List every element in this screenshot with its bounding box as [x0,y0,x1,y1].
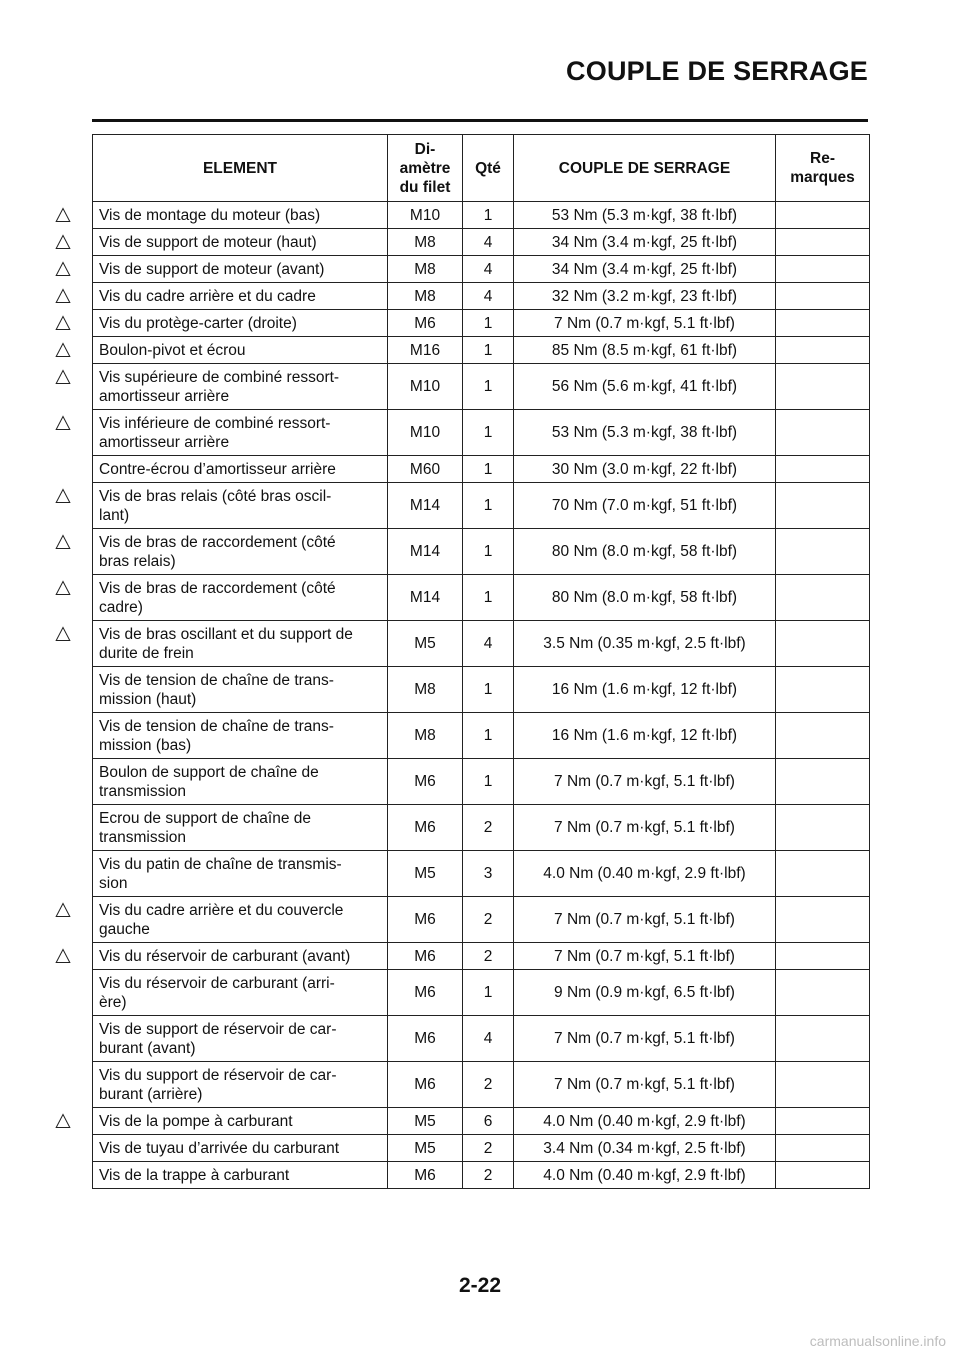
thread-diameter-cell: M10 [388,410,463,456]
header-remarks: Re- marques [776,135,870,202]
torque-cell: 9 Nm (0.9 m·kgf, 6.5 ft·lbf) [514,970,776,1016]
table-row [93,1062,870,1108]
torque-cell: 80 Nm (8.0 m·kgf, 58 ft·lbf) [514,575,776,621]
element-label: Vis du réservoir de carburant (avant) [99,947,351,965]
remarks-cell [776,1108,870,1135]
element-label: Vis supérieure de combiné ressort- [99,368,340,386]
quantity-cell: 1 [463,410,514,456]
quantity-cell: 1 [463,456,514,483]
quantity-cell: 4 [463,256,514,283]
element-label: cadre) [99,598,143,616]
thread-diameter-cell: M6 [388,970,463,1016]
table-row [93,943,870,970]
element-cell [93,851,388,897]
element-cell [93,575,388,621]
torque-cell: 53 Nm (5.3 m·kgf, 38 ft·lbf) [514,410,776,456]
table-row [93,805,870,851]
header-qty: Qté [463,135,514,202]
table-row [93,364,870,410]
element-cell [93,1135,388,1162]
thread-diameter-cell: M8 [388,283,463,310]
remarks-cell [776,575,870,621]
element-cell [93,456,388,483]
triangle-warning-icon [55,948,71,964]
torque-cell: 70 Nm (7.0 m·kgf, 51 ft·lbf) [514,483,776,529]
quantity-cell: 1 [463,202,514,229]
remarks-cell [776,943,870,970]
thread-diameter-cell: M5 [388,851,463,897]
quantity-cell: 1 [463,970,514,1016]
element-cell [93,759,388,805]
triangle-warning-icon [55,288,71,304]
element-cell [93,202,388,229]
page-number: 2-22 [458,1274,502,1297]
element-cell [93,229,388,256]
remarks-cell [776,529,870,575]
element-label: mission (bas) [99,736,192,754]
table-body [93,202,870,1189]
table-row [93,229,870,256]
remarks-cell [776,759,870,805]
remarks-cell [776,1135,870,1162]
table-row [93,202,870,229]
torque-cell: 7 Nm (0.7 m·kgf, 5.1 ft·lbf) [514,310,776,337]
element-label: Vis du protège-carter (droite) [99,314,297,332]
triangle-warning-icon [55,315,71,331]
thread-diameter-cell: M10 [388,364,463,410]
element-cell [93,943,388,970]
remarks-cell [776,667,870,713]
element-cell [93,256,388,283]
table-row [93,529,870,575]
torque-cell: 80 Nm (8.0 m·kgf, 58 ft·lbf) [514,529,776,575]
triangle-warning-icon [55,902,71,918]
triangle-warning-icon [55,415,71,431]
element-label: Vis du support de réservoir de car- [99,1066,337,1084]
triangle-warning-icon [55,234,71,250]
table-row [93,337,870,364]
element-cell [93,621,388,667]
table-row [93,575,870,621]
remarks-cell [776,364,870,410]
triangle-warning-icon [55,1113,71,1129]
header-torque: COUPLE DE SERRAGE [514,135,776,202]
thread-diameter-cell: M6 [388,943,463,970]
element-label: Vis de support de moteur (avant) [99,260,325,278]
thread-diameter-cell: M6 [388,1062,463,1108]
quantity-cell: 4 [463,1016,514,1062]
thread-diameter-cell: M10 [388,202,463,229]
element-label: Vis du patin de chaîne de transmis- [99,855,342,873]
header-diameter: Di- amètre du filet [388,135,463,202]
table-row [93,256,870,283]
quantity-cell: 3 [463,851,514,897]
torque-cell: 85 Nm (8.5 m·kgf, 61 ft·lbf) [514,337,776,364]
quantity-cell: 1 [463,310,514,337]
element-cell [93,410,388,456]
torque-cell: 16 Nm (1.6 m·kgf, 12 ft·lbf) [514,713,776,759]
torque-cell: 32 Nm (3.2 m·kgf, 23 ft·lbf) [514,283,776,310]
header-element: ELEMENT [93,135,388,202]
triangle-warning-icon [55,369,71,385]
remarks-cell [776,456,870,483]
table-row [93,851,870,897]
quantity-cell: 2 [463,1062,514,1108]
table-row [93,483,870,529]
element-cell [93,1062,388,1108]
element-cell [93,529,388,575]
torque-cell: 3.4 Nm (0.34 m·kgf, 2.5 ft·lbf) [514,1135,776,1162]
triangle-warning-icon [55,534,71,550]
element-label: Vis inférieure de combiné ressort- [99,414,331,432]
thread-diameter-cell: M8 [388,229,463,256]
element-cell [93,897,388,943]
element-label: Vis de tension de chaîne de trans- [99,717,334,735]
triangle-warning-icon [55,342,71,358]
remarks-cell [776,483,870,529]
thread-diameter-cell: M8 [388,713,463,759]
thread-diameter-cell: M5 [388,1108,463,1135]
element-label: Contre-écrou d’amortisseur arrière [99,460,336,478]
thread-diameter-cell: M6 [388,759,463,805]
element-label: bras relais) [99,552,176,570]
element-label: Vis de la pompe à carburant [99,1112,293,1130]
remarks-cell [776,202,870,229]
torque-cell: 53 Nm (5.3 m·kgf, 38 ft·lbf) [514,202,776,229]
table-row [93,713,870,759]
table-row [93,1108,870,1135]
table-row [93,310,870,337]
element-label: burant (arrière) [99,1085,203,1103]
table-row [93,897,870,943]
table-row [93,621,870,667]
torque-cell: 34 Nm (3.4 m·kgf, 25 ft·lbf) [514,256,776,283]
element-label: Vis de la trappe à carburant [99,1166,290,1184]
element-label: Vis du réservoir de carburant (arri- [99,974,335,992]
quantity-cell: 1 [463,667,514,713]
element-label: Vis de support de réservoir de car- [99,1020,337,1038]
title-divider [92,119,868,122]
page-title: COUPLE DE SERRAGE [566,56,868,86]
thread-diameter-cell: M14 [388,575,463,621]
remarks-cell [776,805,870,851]
element-label: Vis de bras de raccordement (côté [99,533,336,551]
quantity-cell: 6 [463,1108,514,1135]
element-label: burant (avant) [99,1039,196,1057]
element-label: durite de frein [99,644,194,662]
element-cell [93,1162,388,1189]
torque-cell: 56 Nm (5.6 m·kgf, 41 ft·lbf) [514,364,776,410]
thread-diameter-cell: M5 [388,1135,463,1162]
thread-diameter-cell: M60 [388,456,463,483]
quantity-cell: 2 [463,805,514,851]
element-cell [93,1016,388,1062]
remarks-cell [776,310,870,337]
element-label: ère) [99,993,127,1011]
element-label: gauche [99,920,150,938]
quantity-cell: 4 [463,229,514,256]
thread-diameter-cell: M14 [388,483,463,529]
remarks-cell [776,337,870,364]
remarks-cell [776,713,870,759]
element-cell [93,310,388,337]
element-cell [93,337,388,364]
element-label: transmission [99,828,186,846]
thread-diameter-cell: M6 [388,1016,463,1062]
element-cell [93,483,388,529]
table-row [93,1162,870,1189]
remarks-cell [776,970,870,1016]
table-header-row [93,135,870,202]
quantity-cell: 1 [463,759,514,805]
torque-cell: 7 Nm (0.7 m·kgf, 5.1 ft·lbf) [514,943,776,970]
torque-table [92,134,870,1189]
watermark-text: carmanualsonline.info [809,1333,946,1349]
torque-cell: 30 Nm (3.0 m·kgf, 22 ft·lbf) [514,456,776,483]
table-row [93,456,870,483]
table-row [93,759,870,805]
element-label: Vis du cadre arrière et du cadre [99,287,316,305]
element-label: lant) [99,506,130,524]
remarks-cell [776,1162,870,1189]
element-label: amortisseur arrière [99,387,230,405]
element-label: Vis de bras relais (côté bras oscil- [99,487,332,505]
thread-diameter-cell: M6 [388,805,463,851]
torque-cell: 7 Nm (0.7 m·kgf, 5.1 ft·lbf) [514,1016,776,1062]
element-label: Boulon de support de chaîne de [99,763,319,781]
table-row [93,410,870,456]
element-label: Vis de bras de raccordement (côté [99,579,336,597]
torque-cell: 7 Nm (0.7 m·kgf, 5.1 ft·lbf) [514,1062,776,1108]
thread-diameter-cell: M6 [388,1162,463,1189]
thread-diameter-cell: M14 [388,529,463,575]
element-label: amortisseur arrière [99,433,230,451]
element-cell [93,970,388,1016]
element-label: mission (haut) [99,690,197,708]
element-cell [93,1108,388,1135]
thread-diameter-cell: M16 [388,337,463,364]
thread-diameter-cell: M8 [388,256,463,283]
element-label: Ecrou de support de chaîne de [99,809,311,827]
element-label: Boulon-pivot et écrou [99,341,246,359]
element-cell [93,713,388,759]
quantity-cell: 4 [463,283,514,310]
triangle-warning-icon [55,626,71,642]
quantity-cell: 2 [463,1135,514,1162]
element-label: Vis de bras oscillant et du support de [99,625,353,643]
torque-cell: 7 Nm (0.7 m·kgf, 5.1 ft·lbf) [514,759,776,805]
quantity-cell: 1 [463,529,514,575]
element-label: Vis du cadre arrière et du couvercle [99,901,344,919]
element-cell [93,805,388,851]
table-row [93,667,870,713]
remarks-cell [776,229,870,256]
torque-cell: 34 Nm (3.4 m·kgf, 25 ft·lbf) [514,229,776,256]
quantity-cell: 1 [463,483,514,529]
torque-cell: 3.5 Nm (0.35 m·kgf, 2.5 ft·lbf) [514,621,776,667]
element-label: Vis de tension de chaîne de trans- [99,671,334,689]
thread-diameter-cell: M6 [388,897,463,943]
remarks-cell [776,851,870,897]
remarks-cell [776,621,870,667]
element-label: transmission [99,782,186,800]
remarks-cell [776,1016,870,1062]
remarks-cell [776,1062,870,1108]
remarks-cell [776,256,870,283]
remarks-cell [776,897,870,943]
element-label: sion [99,874,128,892]
quantity-cell: 1 [463,364,514,410]
torque-cell: 16 Nm (1.6 m·kgf, 12 ft·lbf) [514,667,776,713]
triangle-warning-icon [55,261,71,277]
element-label: Vis de support de moteur (haut) [99,233,317,251]
quantity-cell: 2 [463,1162,514,1189]
torque-cell: 4.0 Nm (0.40 m·kgf, 2.9 ft·lbf) [514,1108,776,1135]
table-row [93,1135,870,1162]
table-row [93,283,870,310]
quantity-cell: 1 [463,713,514,759]
element-cell [93,667,388,713]
triangle-warning-icon [55,207,71,223]
thread-diameter-cell: M6 [388,310,463,337]
triangle-warning-icon [55,580,71,596]
quantity-cell: 2 [463,943,514,970]
quantity-cell: 4 [463,621,514,667]
quantity-cell: 2 [463,897,514,943]
thread-diameter-cell: M8 [388,667,463,713]
thread-diameter-cell: M5 [388,621,463,667]
table-row [93,1016,870,1062]
table-row [93,970,870,1016]
element-cell [93,283,388,310]
element-cell [93,364,388,410]
remarks-cell [776,410,870,456]
torque-cell: 4.0 Nm (0.40 m·kgf, 2.9 ft·lbf) [514,1162,776,1189]
quantity-cell: 1 [463,575,514,621]
triangle-warning-icon [55,488,71,504]
torque-cell: 7 Nm (0.7 m·kgf, 5.1 ft·lbf) [514,897,776,943]
remarks-cell [776,283,870,310]
element-label: Vis de montage du moteur (bas) [99,206,321,224]
torque-cell: 4.0 Nm (0.40 m·kgf, 2.9 ft·lbf) [514,851,776,897]
quantity-cell: 1 [463,337,514,364]
torque-cell: 7 Nm (0.7 m·kgf, 5.1 ft·lbf) [514,805,776,851]
element-label: Vis de tuyau d’arrivée du carburant [99,1139,340,1157]
